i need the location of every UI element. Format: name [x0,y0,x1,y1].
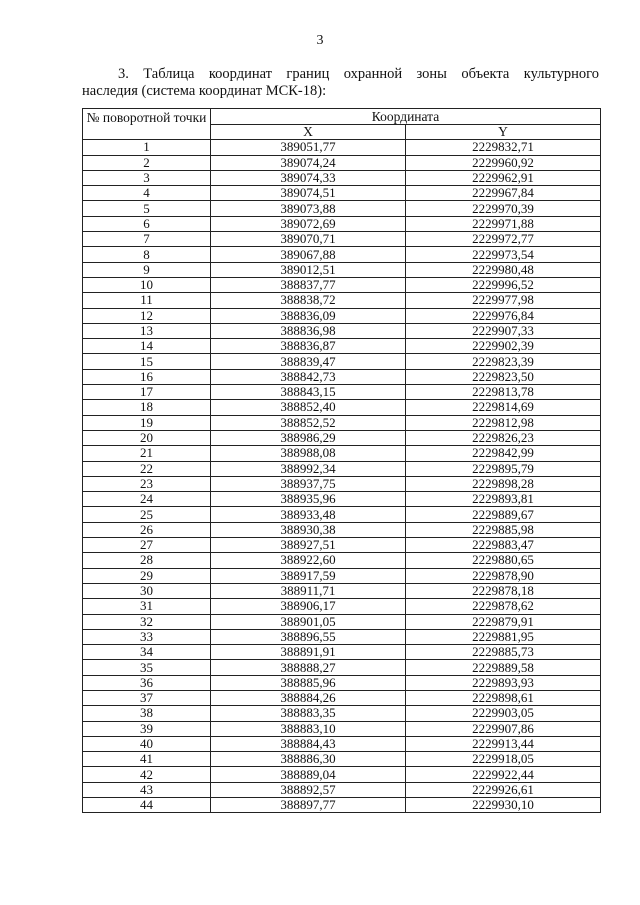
table-row [83,507,601,522]
y-coordinate-cell: 2229812,98 [406,415,601,430]
table-row [83,736,601,751]
table-row [83,216,601,231]
table-row [83,690,601,705]
x-coordinate-cell: 388917,59 [211,568,406,583]
point-number-cell: 7 [83,232,211,247]
page-number: 3 [316,33,324,48]
y-coordinate-cell: 2229962,91 [406,170,601,185]
table-row [83,522,601,537]
table-row [83,461,601,476]
table-row [83,538,601,553]
table-row [83,170,601,185]
table-row [83,599,601,614]
table-row [83,675,601,690]
table-row [83,369,601,384]
table-row [83,247,601,262]
point-number-cell: 6 [83,216,211,231]
column-header-coordinate: Координата [211,109,601,125]
point-number-cell: 11 [83,293,211,308]
table-row [83,553,601,568]
column-header-x: X [211,125,406,140]
x-coordinate-cell: 389074,51 [211,186,406,201]
x-coordinate-cell: 388937,75 [211,476,406,491]
table-row [83,782,601,797]
y-coordinate-cell: 2229885,73 [406,645,601,660]
point-number-cell: 23 [83,476,211,491]
x-coordinate-cell: 389073,88 [211,201,406,216]
table-row [83,155,601,170]
table-row [83,201,601,216]
point-number-cell: 41 [83,752,211,767]
point-number-cell: 19 [83,415,211,430]
point-number-cell: 37 [83,690,211,705]
y-coordinate-cell: 2229826,23 [406,430,601,445]
y-coordinate-cell: 2229898,28 [406,476,601,491]
point-number-cell: 13 [83,323,211,338]
table-row [83,583,601,598]
point-number-cell: 9 [83,262,211,277]
y-coordinate-cell: 2229970,39 [406,201,601,216]
table-row [83,614,601,629]
point-number-cell: 22 [83,461,211,476]
table-row [83,140,601,155]
x-coordinate-cell: 389070,71 [211,232,406,247]
point-number-cell: 31 [83,599,211,614]
point-number-cell: 36 [83,675,211,690]
x-coordinate-cell: 388922,60 [211,553,406,568]
y-coordinate-cell: 2229814,69 [406,400,601,415]
point-number-cell: 30 [83,583,211,598]
x-coordinate-cell: 388896,55 [211,629,406,644]
table-row [83,385,601,400]
point-number-cell: 39 [83,721,211,736]
y-coordinate-cell: 2229960,92 [406,155,601,170]
point-number-cell: 21 [83,446,211,461]
point-number-cell: 12 [83,308,211,323]
y-coordinate-cell: 2229903,05 [406,706,601,721]
y-coordinate-cell: 2229883,47 [406,538,601,553]
point-number-cell: 42 [83,767,211,782]
point-number-cell: 14 [83,339,211,354]
x-coordinate-cell: 388889,04 [211,767,406,782]
y-coordinate-cell: 2229813,78 [406,385,601,400]
point-number-cell: 29 [83,568,211,583]
table-row [83,446,601,461]
x-coordinate-cell: 388836,09 [211,308,406,323]
table-row [83,293,601,308]
x-coordinate-cell: 388839,47 [211,354,406,369]
point-number-cell: 8 [83,247,211,262]
y-coordinate-cell: 2229926,61 [406,782,601,797]
y-coordinate-cell: 2229879,91 [406,614,601,629]
column-header-y: Y [406,125,601,140]
table-row [83,430,601,445]
table-row [83,308,601,323]
x-coordinate-cell: 388986,29 [211,430,406,445]
x-coordinate-cell: 389072,69 [211,216,406,231]
table-row [83,752,601,767]
table-row [83,415,601,430]
x-coordinate-cell: 388897,77 [211,798,406,813]
x-coordinate-cell: 388911,71 [211,583,406,598]
caption-line-1: 3. Таблица координат границ охранной зоны объекта культурного [118,66,599,82]
x-coordinate-cell: 389074,24 [211,155,406,170]
column-header-point-number: № поворотной точки [83,109,211,140]
x-coordinate-cell: 388884,43 [211,736,406,751]
y-coordinate-cell: 2229878,90 [406,568,601,583]
x-coordinate-cell: 388837,77 [211,277,406,292]
y-coordinate-cell: 2229971,88 [406,216,601,231]
point-number-cell: 2 [83,155,211,170]
x-coordinate-cell: 389067,88 [211,247,406,262]
point-number-cell: 20 [83,430,211,445]
table-row [83,476,601,491]
point-number-cell: 26 [83,522,211,537]
table-row [83,323,601,338]
y-coordinate-cell: 2229907,86 [406,721,601,736]
y-coordinate-cell: 2229832,71 [406,140,601,155]
table-row [83,706,601,721]
x-coordinate-cell: 388838,72 [211,293,406,308]
x-coordinate-cell: 388892,57 [211,782,406,797]
point-number-cell: 33 [83,629,211,644]
x-coordinate-cell: 388901,05 [211,614,406,629]
x-coordinate-cell: 388886,30 [211,752,406,767]
table-row [83,339,601,354]
y-coordinate-cell: 2229907,33 [406,323,601,338]
x-coordinate-cell: 388852,40 [211,400,406,415]
point-number-cell: 44 [83,798,211,813]
x-coordinate-cell: 388935,96 [211,492,406,507]
point-number-cell: 4 [83,186,211,201]
x-coordinate-cell: 388888,27 [211,660,406,675]
x-coordinate-cell: 389051,77 [211,140,406,155]
point-number-cell: 32 [83,614,211,629]
table-row [83,660,601,675]
x-coordinate-cell: 388836,87 [211,339,406,354]
y-coordinate-cell: 2229976,84 [406,308,601,323]
y-coordinate-cell: 2229977,98 [406,293,601,308]
x-coordinate-cell: 388885,96 [211,675,406,690]
x-coordinate-cell: 388884,26 [211,690,406,705]
table-row [83,645,601,660]
point-number-cell: 27 [83,538,211,553]
x-coordinate-cell: 388988,08 [211,446,406,461]
y-coordinate-cell: 2229889,58 [406,660,601,675]
point-number-cell: 5 [83,201,211,216]
y-coordinate-cell: 2229972,77 [406,232,601,247]
x-coordinate-cell: 388992,34 [211,461,406,476]
point-number-cell: 15 [83,354,211,369]
caption-line-2: наследия (система координат МСК-18): [82,83,327,99]
point-number-cell: 3 [83,170,211,185]
table-row [83,492,601,507]
table-row [83,262,601,277]
y-coordinate-cell: 2229878,62 [406,599,601,614]
y-coordinate-cell: 2229893,93 [406,675,601,690]
x-coordinate-cell: 388891,91 [211,645,406,660]
x-coordinate-cell: 388836,98 [211,323,406,338]
x-coordinate-cell: 389074,33 [211,170,406,185]
table-row [83,186,601,201]
x-coordinate-cell: 388906,17 [211,599,406,614]
table-body [83,140,601,813]
point-number-cell: 38 [83,706,211,721]
y-coordinate-cell: 2229930,10 [406,798,601,813]
coordinates-table [82,108,601,813]
point-number-cell: 40 [83,736,211,751]
y-coordinate-cell: 2229918,05 [406,752,601,767]
point-number-cell: 10 [83,277,211,292]
y-coordinate-cell: 2229881,95 [406,629,601,644]
point-number-cell: 18 [83,400,211,415]
table-row [83,721,601,736]
table-row [83,354,601,369]
point-number-cell: 16 [83,369,211,384]
y-coordinate-cell: 2229902,39 [406,339,601,354]
y-coordinate-cell: 2229880,65 [406,553,601,568]
table-row [83,568,601,583]
y-coordinate-cell: 2229823,50 [406,369,601,384]
y-coordinate-cell: 2229893,81 [406,492,601,507]
y-coordinate-cell: 2229878,18 [406,583,601,598]
point-number-cell: 35 [83,660,211,675]
table-row [83,277,601,292]
x-coordinate-cell: 388852,52 [211,415,406,430]
table-caption [82,66,599,100]
point-number-cell: 43 [83,782,211,797]
table-row [83,400,601,415]
x-coordinate-cell: 388843,15 [211,385,406,400]
table-row [83,798,601,813]
point-number-cell: 1 [83,140,211,155]
point-number-cell: 17 [83,385,211,400]
x-coordinate-cell: 388883,35 [211,706,406,721]
y-coordinate-cell: 2229885,98 [406,522,601,537]
y-coordinate-cell: 2229823,39 [406,354,601,369]
y-coordinate-cell: 2229913,44 [406,736,601,751]
y-coordinate-cell: 2229895,79 [406,461,601,476]
y-coordinate-cell: 2229973,54 [406,247,601,262]
y-coordinate-cell: 2229842,99 [406,446,601,461]
x-coordinate-cell: 389012,51 [211,262,406,277]
y-coordinate-cell: 2229889,67 [406,507,601,522]
point-number-cell: 28 [83,553,211,568]
y-coordinate-cell: 2229967,84 [406,186,601,201]
table-row [83,629,601,644]
table-row [83,767,601,782]
x-coordinate-cell: 388930,38 [211,522,406,537]
x-coordinate-cell: 388883,10 [211,721,406,736]
x-coordinate-cell: 388927,51 [211,538,406,553]
y-coordinate-cell: 2229898,61 [406,690,601,705]
point-number-cell: 24 [83,492,211,507]
x-coordinate-cell: 388842,73 [211,369,406,384]
x-coordinate-cell: 388933,48 [211,507,406,522]
y-coordinate-cell: 2229980,48 [406,262,601,277]
table-row [83,232,601,247]
point-number-cell: 25 [83,507,211,522]
point-number-cell: 34 [83,645,211,660]
y-coordinate-cell: 2229922,44 [406,767,601,782]
y-coordinate-cell: 2229996,52 [406,277,601,292]
